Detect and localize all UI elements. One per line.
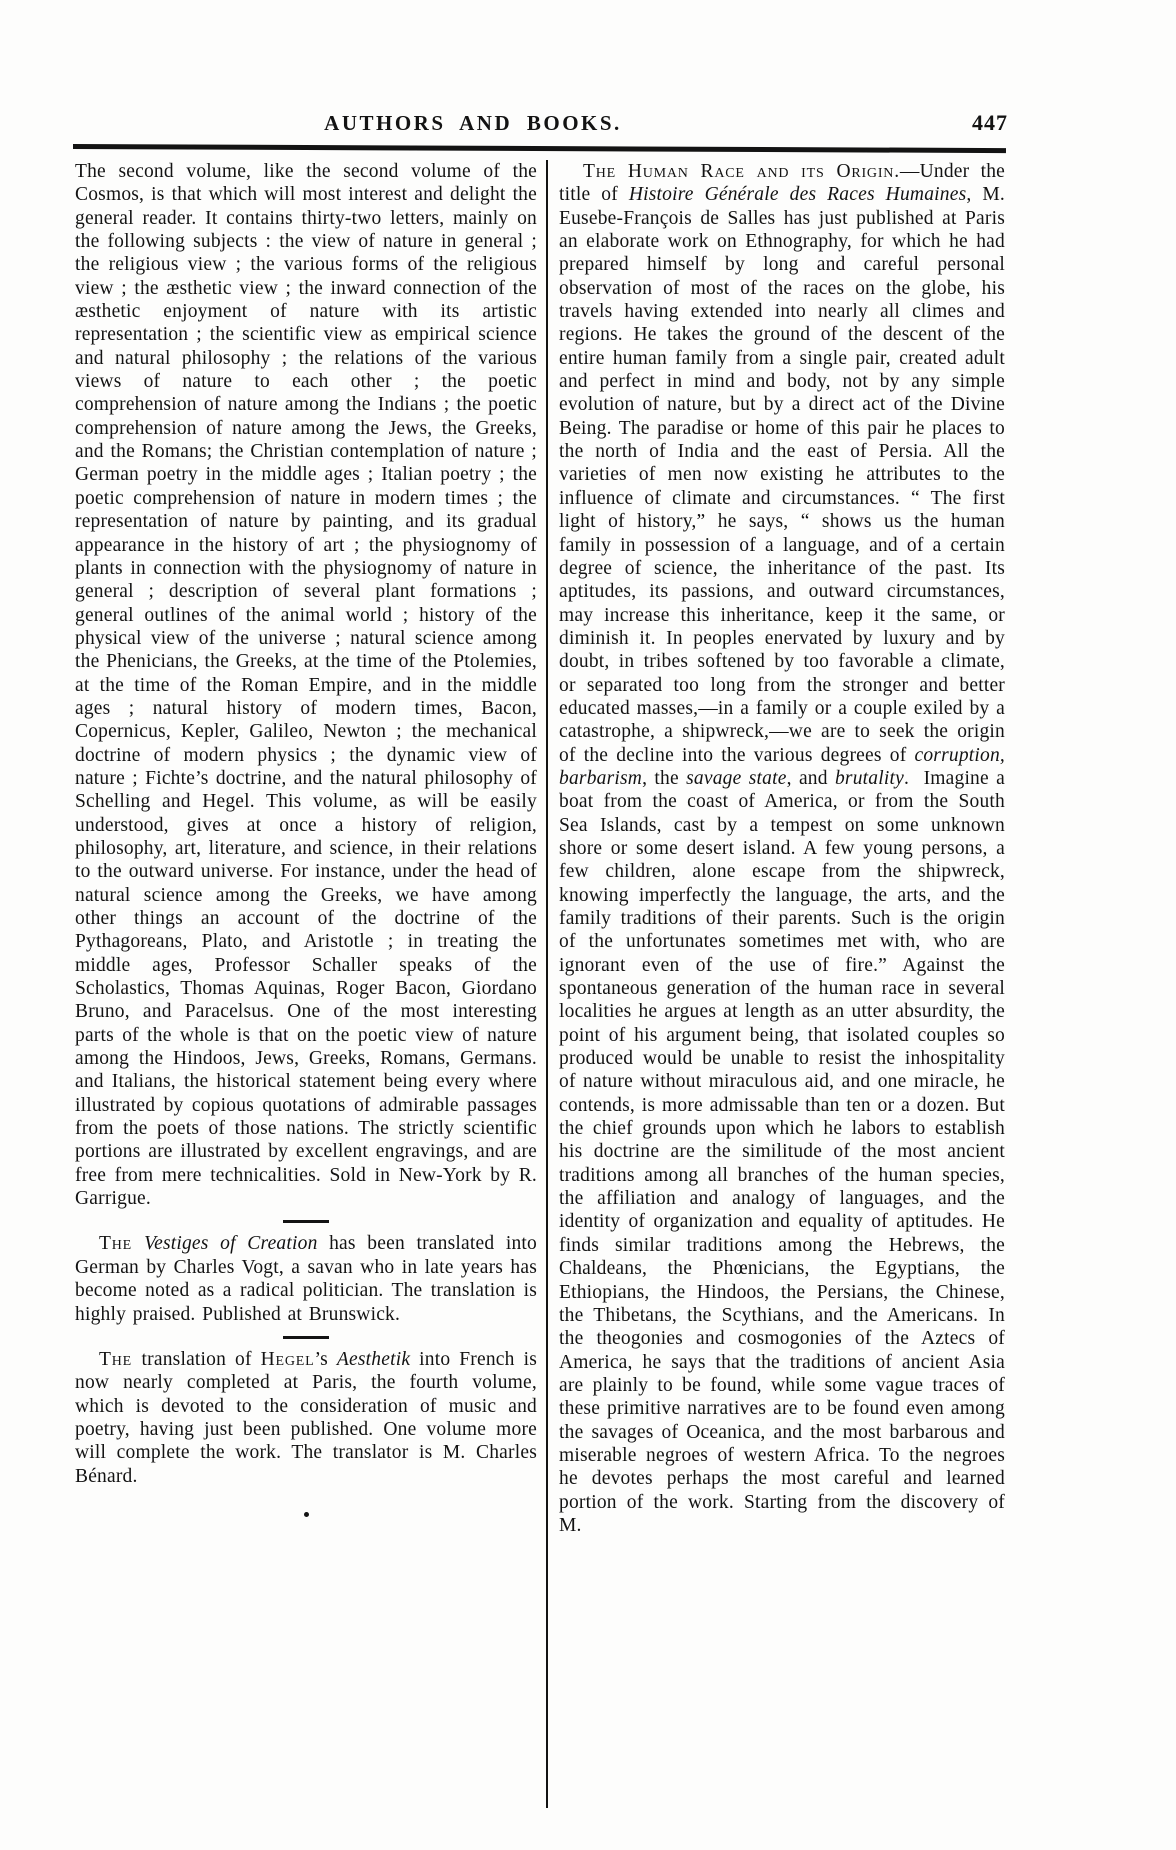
text-run: Histoire Générale des Races Humaines: [628, 184, 967, 206]
text-run: Hegel: [260, 1348, 315, 1370]
page-number: 447: [972, 110, 1008, 135]
text-run: The second volume, like the second volume of the Cosmos, is that which will most interest and delight the general reader. It contains thirty-two letters, mainly on the following subjects : the view of nature in general ; the religious view ; the various forms of the religious view ; the æsthetic view ; the inward connection of the æsthetic enjoyment of nature with its artistic representation ; the scientific view as empirical science and natural philosophy ; the relations of the various views of nature to each other ; the poetic comprehension of nature among the Indians ; the poetic comprehension of nature among the Jews, the Greeks, and the Romans; the Christian contemplation of nature ; German poetry in the middle ages ; Italian poetry ; the poetic comprehension of nature in modern times ; the representation of nature by painting, and its gradual appearance in the history of art ; the physiognomy of plants in connection with the physiognomy of nature in general ; description of several plant formations ; general outlines of the animal world ; history of the physical view of the universe ; natural science among the Phenicians, the Greeks, at the time of the Ptolemies, at the time of the Roman Empire, and in the middle ages ; natural history of modern times, Bacon, Copernicus, Kepler, Galileo, Newton ; the mechanical doctrine of modern physics ; the dynamic view of nature ; Fichte’s doctrine, and the natural philosophy of Schelling and Hegel. This volume, as will be easily understood, gives at once a history of religion, philosophy, art, literature, and science, in their relations to the outward universe. For instance, under the head of natural science among the Greeks, we have among other things an account of the doctrine of the Pythagoreans, Plato, and Aristotle ; in treating the middle ages, Professor Schaller speaks of the Scholastics, Thomas Aquinas, Roger Bacon, Giordano Bruno, and Paracelsus. One of the most interesting parts of the whole is that on the poetic view of nature among the Hindoos, Jews, Greeks, Romans, Germans. and Italians, the historical statement being every where illustrated by copious quotations of admirable passages from the poets of those nations. The strictly scientific portions are illustrated by excellent engravings, and are free from mere technicalities. Sold in New-York by R. Garrigue.: [75, 161, 544, 1210]
paragraph-human-race-origin: [559, 160, 1012, 1537]
text-run: The Human Race and its Origin.: [583, 161, 900, 182]
text-run: translation of: [141, 1348, 261, 1370]
right-column: [559, 160, 1012, 1537]
printers-dot: [304, 1512, 309, 1517]
text-run: ’s: [314, 1348, 337, 1370]
header-rule: [73, 144, 1006, 153]
text-run: , M. Eusebe-François de Salles has just published at Paris an elaborate work on Ethnography, for which he had prepared himself by long and careful personal observation of most of the races on the globe, his travels having extended into nearly all climes and regions. He takes the ground of the descent of the entire human family from a single pair, created adult and perfect in mind and body, not by any simple evolution of nature, but by a direct act of the Divine Being. The paradise or home of this pair he places to the north of India and the east of Persia. All the varieties of men now existing he attributes to the influence of climate and circumstances. “ The first light of history,” he says, “ shows us the human family in possession of a language, and of a certain degree of science, the inheritance of the past. Its aptitudes, its passions, and outward circumstances, may increase this inheritance, keep it the same, or diminish it. In peoples enervated by luxury and by doubt, in tribes softened by too favorable a climate, or separated too long from the stronger and better educated masses,—in a family or a couple exiled by a catastrophe, a shipwreck,—we are to seek the origin of the decline into the various degrees of: [559, 184, 1012, 766]
text-run: —Under the title of: [559, 161, 1012, 206]
text-run: Vestiges of Creation: [144, 1233, 318, 1255]
text-run: savage state: [686, 767, 787, 789]
section-divider-rule: [283, 1220, 329, 1223]
left-column: [75, 160, 544, 1517]
text-run: Aesthetik: [336, 1348, 411, 1370]
running-head: AUTHORS AND BOOKS.: [324, 111, 622, 135]
column-divider-rule: [546, 160, 548, 1808]
text-run: corruption, barbarism: [559, 744, 1012, 789]
text-run: has been translated into German by Charles Vogt, a savan who in late years has become noted as a radical politician. The translation is highly praised. Published at Brunswick.: [75, 1233, 544, 1325]
text-run: , the: [642, 767, 687, 789]
text-run: The: [99, 1233, 145, 1255]
paragraph-hegel-translation: [75, 1348, 544, 1488]
text-run: into French is now nearly completed at Paris, the fourth volume, which is devoted to the consideration of music and poetry, having just been published. One volume more will complete the work. The translator is M. Charles Bénard.: [75, 1348, 544, 1487]
text-run: brutality: [834, 767, 904, 789]
text-run: , and: [786, 767, 835, 789]
two-column-text-area: [75, 160, 1012, 1810]
text-run: The: [99, 1348, 142, 1370]
section-divider-rule: [283, 1336, 329, 1339]
paragraph-cosmos-review: [75, 160, 544, 1210]
text-run: . Imagine a boat from the coast of America, or from the South Sea Islands, cast by a tempest on some unknown shore or some desert island. A few young persons, a few children, alone escape from the shipwreck, knowing imperfectly the language, the arts, and the family traditions of their parents. Such is the origin of the unfortunates sometimes met with, who are ignorant even of the use of fire.” Against the spontaneous generation of the human race in several localities he argues at length as an utter absurdity, the point of his argument being, that isolated couples so produced would be unable to resist the inhospitality of nature without miraculous aid, and one miracle, he contends, is more admissable than ten or a dozen. But the chief grounds upon which he labors to establish his doctrine are the similitude of the most ancient traditions among all branches of the human species, the affiliation and analogy of languages, and the identity of organization and equality of aptitudes. He finds similar traditions among the Hebrews, the Chaldeans, the Phœnicians, the Egyptians, the Ethiopians, the Hindoos, the Persians, the Chinese, the Thibetans, the Scythians, and the Americans. In the theogonies and cosmogonies of the Aztecs of America, he says that the traditions of ancient Asia are plainly to be found, while some vague traces of these primitive narratives are to be found even among the savages of Oceanica, and the most barbarous and miserable negroes of western Africa. To the negroes he devotes perhaps the most careful and learned portion of the work. Starting from the discovery of M.: [559, 767, 1012, 1536]
paragraph-vestiges-of-creation: [75, 1232, 544, 1325]
